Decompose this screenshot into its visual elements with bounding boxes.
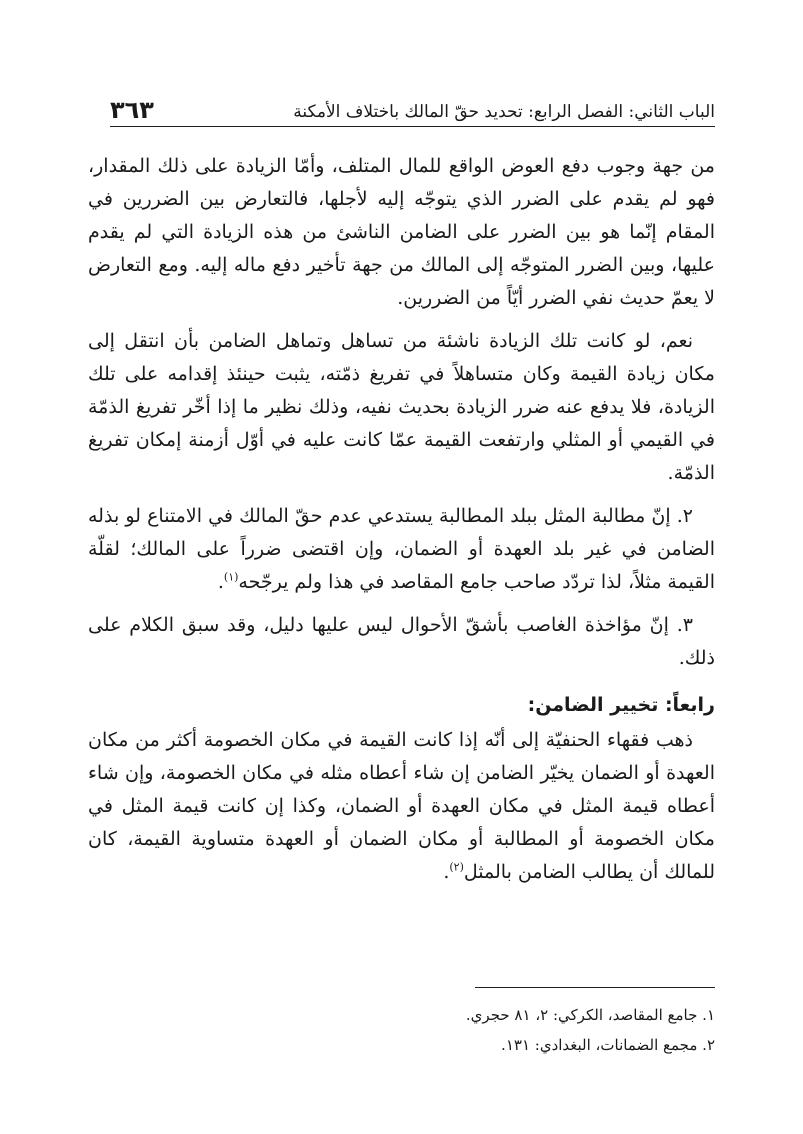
footnote-1: ١. جامع المقاصد، الكركي: ٢، ٨١ حجري. — [465, 1006, 715, 1024]
paragraph-3-end: . — [217, 571, 224, 593]
section-heading: رابعاً: تخيير الضامن: — [527, 694, 715, 716]
paragraph-1: من جهة وجوب دفع العوض الواقع للمال المتلف، وأمّا الزيادة على ذلك المقدار، فهو لم يقدم على الضرر الذي يتوجّه إليه لأجلها، فالتعارض بين الضررين في المقام إنّما هو بين الضرر على الضامن الناشئ من هذه الزيادة التي لم يقدم عليها، وبين الضرر المتوجّه إلى المالك من جهة تأخير دفع ماله إليه. ومع التعارض لا يعمّ حديث نفي الضرر أيّاً من الضررين. — [88, 155, 715, 309]
paragraph-5-end: . — [443, 861, 450, 883]
footnote-2: ٢. مجمع الضمانات، البغدادي: ١٣١. — [501, 1036, 715, 1054]
page-number: ٣٦٣ — [110, 96, 154, 124]
footnotes — [300, 1000, 715, 1060]
paragraph-4: ٣. إنّ مؤاخذة الغاصب بأشقّ الأحوال ليس عليها دليل، وقد سبق الكلام على ذلك. — [88, 614, 715, 669]
footnote-ref-1[interactable]: (١) — [223, 570, 239, 584]
paragraph-5 — [88, 724, 715, 889]
paragraph-2: نعم، لو كانت تلك الزيادة ناشئة من تساهل وتماهل الضامن بأن انتقل إلى مكان زيادة القيمة وكان متساهلاً في تفريغ ذمّته، يثبت حينئذ إقدامه على تلك الزيادة، فلا يدفع عنه ضرر الزيادة بحديث نفيه، وذلك نظير ما إذا أخّر تفريغ الذمّة في القيمي أو المثلي وارتفعت القيمة عمّا كانت عليه في أوّل أزمنة إمكان تفريغ الذمّة. — [88, 330, 715, 484]
page-header — [110, 82, 715, 127]
paragraph-5-text: ذهب فقهاء الحنفيّة إلى أنّه إذا كانت القيمة في مكان الخصومة أكثر من مكان العهدة أو الضمان يخيّر الضامن إن شاء أعطاه مثله في مكان الخصومة، وإن شاء أعطاه قيمة المثل في مكان العهدة أو الضمان، وكذا إن كانت قيمة المثل في مكان الخصومة أو المطالبة أو مكان الضمان أو العهدة متساوية القيمة، كان للمالك أن يطالب الضامن بالمثل — [88, 729, 715, 883]
running-title: الباب الثاني: الفصل الرابع: تحديد حقّ المالك باختلاف الأمكنة — [293, 102, 715, 122]
paragraph-3 — [88, 500, 715, 599]
footnote-ref-2[interactable]: (٢) — [449, 860, 464, 874]
paragraph-3-text: ٢. إنّ مطالبة المثل ببلد المطالبة يستدعي عدم حقّ المالك في الامتناع لو بذله الضامن في غير بلد العهدة أو الضمان، وإن اقتضى ضرراً على المالك؛ لقلّة القيمة مثلاً، لذا تردّد صاحب جامع المقاصد في هذا ولم يرجّحه — [88, 505, 715, 593]
body-text — [88, 150, 715, 899]
footnote-divider — [475, 987, 715, 988]
